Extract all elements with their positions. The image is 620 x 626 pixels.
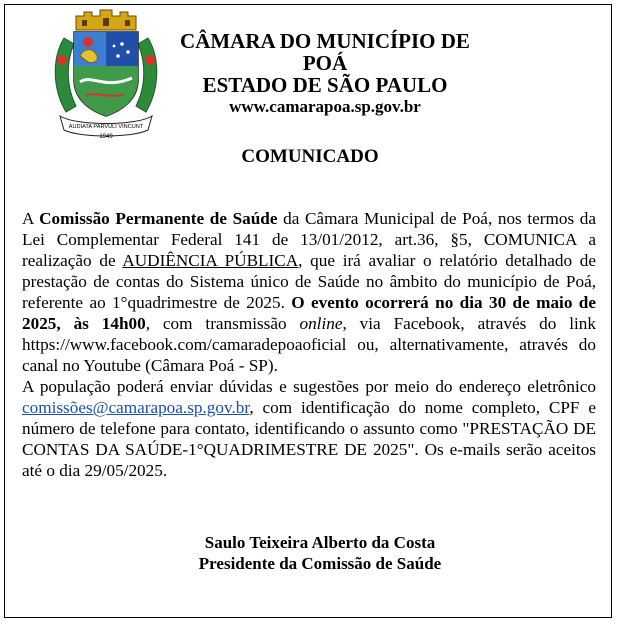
online-word: online xyxy=(299,314,343,333)
crest-year: 1949 xyxy=(99,134,113,140)
municipal-coat-of-arms xyxy=(46,8,166,140)
text-segment: , via Facebook, através do link https://www.facebook.com/camaradepoaoficial ou, alternativamente, através do canal no Youtube (Câmara Poá - SP). xyxy=(22,314,596,375)
paragraph-contact xyxy=(22,376,596,481)
document-body xyxy=(22,208,596,481)
public-hearing-label: AUDIÊNCIA PÚBLICA xyxy=(122,251,299,270)
text-segment: A xyxy=(22,209,40,228)
event-date-statement: O evento ocorrerá no dia 30 de maio de 2025, às 14h00 xyxy=(22,293,596,333)
document-header xyxy=(160,30,490,118)
header-chamber-name: CÂMARA DO MUNICÍPIO DE POÁ xyxy=(180,29,470,75)
paragraph-announcement xyxy=(22,208,596,376)
header-state: ESTADO DE SÃO PAULO xyxy=(202,73,448,97)
text-segment: , com transmissão xyxy=(145,314,300,333)
commission-name: Comissão Permanente de Saúde xyxy=(39,209,278,228)
signatory-role: Presidente da Comissão de Saúde xyxy=(198,554,442,573)
signatory-name: Saulo Teixeira Alberto da Costa xyxy=(204,533,436,552)
crest-motto: AUDIATA PARVULI VINCUNT xyxy=(68,124,144,130)
signature-block xyxy=(130,532,510,574)
header-website[interactable]: www.camarapoa.sp.gov.br xyxy=(229,97,421,116)
document-title: COMUNICADO xyxy=(241,146,379,167)
text-segment: A população poderá enviar dúvidas e sugestões por meio do endereço eletrônico xyxy=(22,377,596,396)
contact-email-link[interactable]: comissões@camarapoa.sp.gov.br xyxy=(22,398,250,417)
text-segment: , que irá avaliar o relatório detalhado de prestação de contas do Sistema único de Saúde no âmbito do município de Poá, referente ao 1°quadrimestre de 2025. xyxy=(22,251,597,312)
text-segment: da Câmara Municipal de Poá, nos termos da Lei Complementar Federal 141 de 13/01/2012, art.36, §5, COMUNICA a realização de xyxy=(22,209,596,270)
text-segment: , com identificação do nome completo, CPF e número de telefone para contato, identificando o assunto como "PRESTAÇÃO DE CONTAS DA SAÚDE-1°QUADRIMESTRE DE 2025". Os e-mails serão aceitos até o dia 29/05/2025. xyxy=(22,398,596,480)
